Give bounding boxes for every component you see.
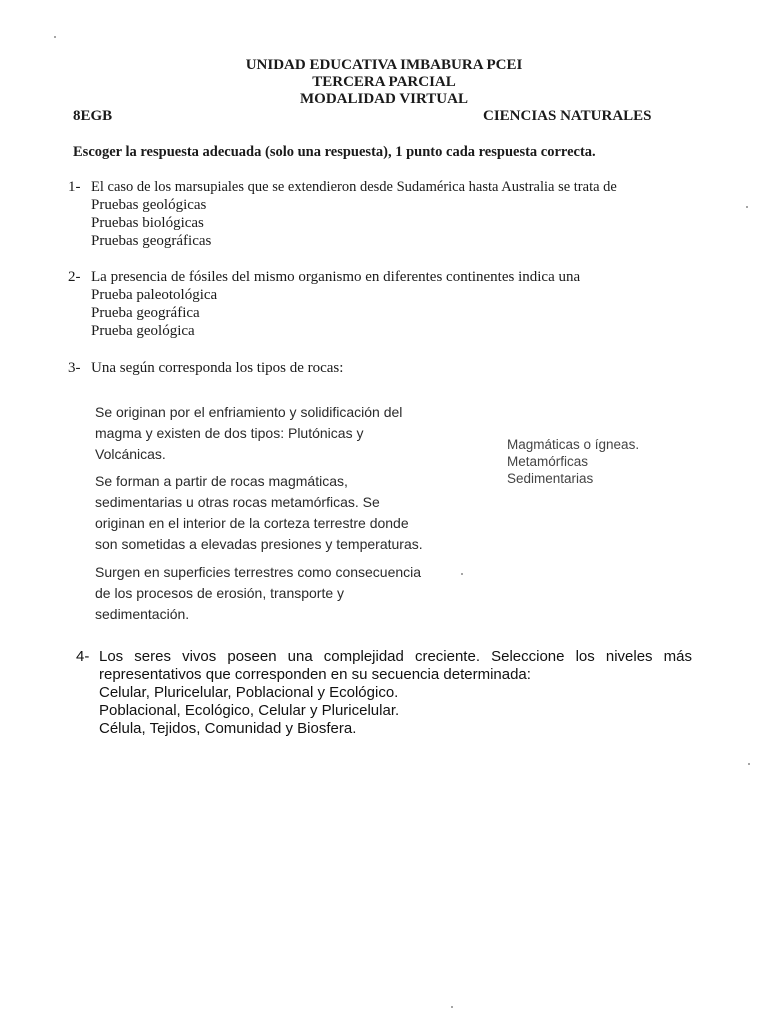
option-a[interactable]: Celular, Pluricelular, Poblacional y Ecológico.: [99, 684, 399, 701]
question-number: 2-: [68, 269, 81, 285]
description-line: magma y existen de dos tipos: Plutónicas y: [95, 425, 364, 441]
option-b[interactable]: Prueba geográfica: [91, 305, 200, 321]
option-b[interactable]: Pruebas biológicas: [91, 215, 204, 231]
description-line: de los procesos de erosión, transporte y: [95, 585, 345, 601]
modality-title: MODALIDAD VIRTUAL: [300, 91, 468, 107]
rock-type-metamorphic[interactable]: Metamórficas: [507, 454, 589, 469]
option-a[interactable]: Pruebas geológicas: [91, 197, 207, 213]
option-a[interactable]: Prueba paleotológica: [91, 287, 218, 303]
question-text-line-2: representativos que corresponden en su secuencia determinada:: [99, 666, 531, 683]
instructions: Escoger la respuesta adecuada (solo una respuesta), 1 punto cada respuesta correcta.: [73, 144, 596, 160]
rock-types-list: [507, 436, 639, 487]
rock-type-magmatic[interactable]: Magmáticas o ígneas.: [507, 437, 640, 452]
rock-description-1: [95, 402, 402, 465]
question-number: 1-: [68, 179, 81, 195]
scan-speck: [461, 573, 463, 575]
scan-speck: [748, 763, 750, 765]
question-number: 4-: [76, 648, 90, 665]
option-c[interactable]: Prueba geológica: [91, 323, 195, 339]
question-text: La presencia de fósiles del mismo organismo en diferentes continentes indica una: [91, 269, 581, 285]
scan-speck: [746, 206, 748, 208]
description-line: Volcánicas.: [95, 446, 166, 462]
description-line: Se forman a partir de rocas magmáticas,: [95, 473, 348, 489]
scan-speck: [54, 36, 56, 38]
option-c[interactable]: Célula, Tejidos, Comunidad y Biosfera.: [99, 720, 357, 737]
rock-description-2: [95, 471, 423, 555]
rock-description-3: [95, 562, 421, 625]
question-text-line-1: Los seres vivos poseen una complejidad creciente. Seleccione los niveles más: [99, 648, 692, 665]
question-text: El caso de los marsupiales que se extendieron desde Sudamérica hasta Australia se trata de: [91, 179, 617, 195]
description-line: Se originan por el enfriamiento y solidificación del: [95, 404, 403, 420]
option-b[interactable]: Poblacional, Ecológico, Celular y Pluricelular.: [99, 702, 400, 719]
rock-type-sedimentary[interactable]: Sedimentarias: [507, 471, 594, 486]
school-name: UNIDAD EDUCATIVA IMBABURA PCEI: [245, 57, 523, 73]
description-line: originan en el interior de la corteza terrestre donde: [95, 515, 409, 531]
description-line: Surgen en superficies terrestres como consecuencia: [95, 564, 422, 580]
subject-label: CIENCIAS NATURALES: [483, 108, 652, 124]
grade-label: 8EGB: [73, 108, 113, 124]
option-c[interactable]: Pruebas geográficas: [91, 233, 212, 249]
term-title: TERCERA PARCIAL: [312, 74, 456, 90]
description-line: son sometidas a elevadas presiones y temperaturas.: [95, 536, 423, 552]
description-line: sedimentarias u otras rocas metamórficas. Se: [95, 494, 380, 510]
question-text: Una según corresponda los tipos de rocas:: [91, 360, 344, 376]
description-line: sedimentación.: [95, 606, 190, 622]
scan-speck: [451, 1006, 453, 1008]
question-number: 3-: [68, 360, 81, 376]
